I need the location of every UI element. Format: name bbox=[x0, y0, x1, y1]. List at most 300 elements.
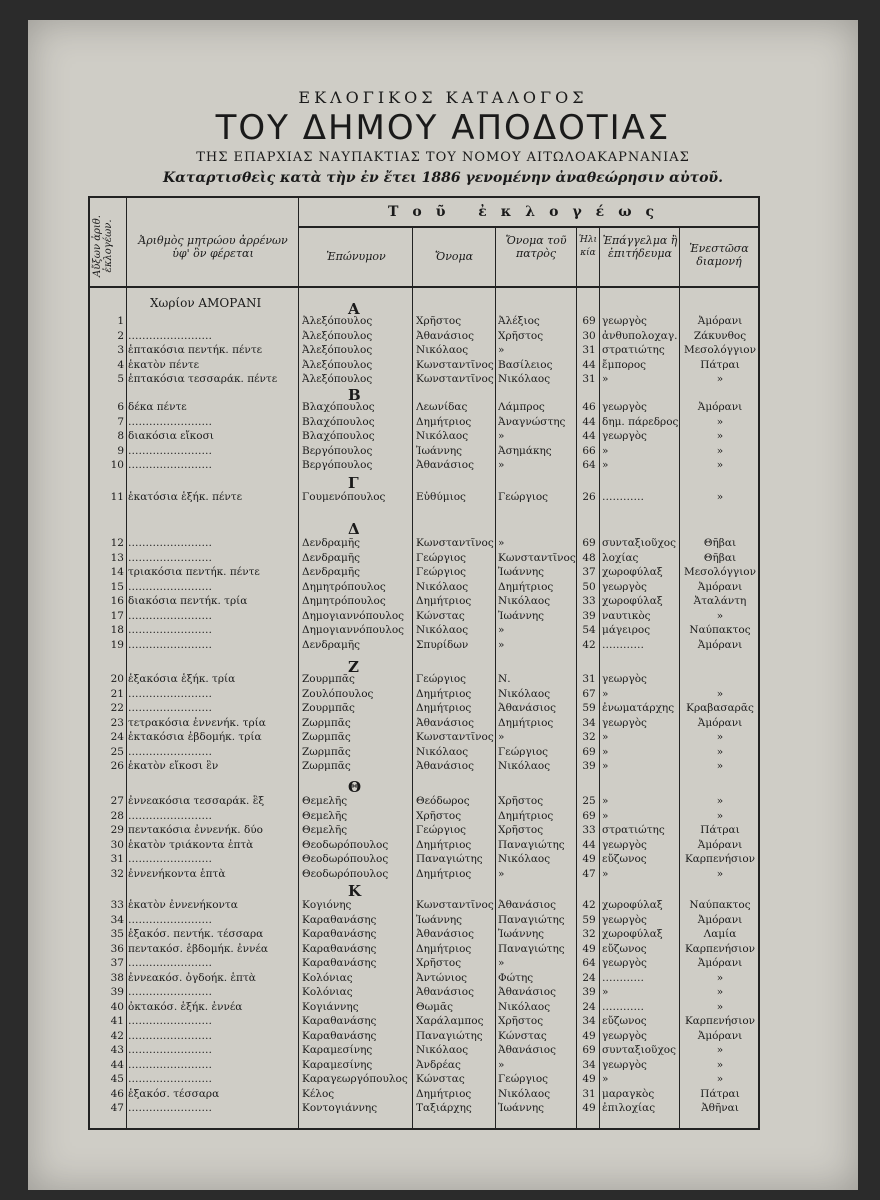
table-row bbox=[90, 623, 758, 637]
section-letter: Θ bbox=[348, 778, 362, 796]
registry-number-cell: …………………… bbox=[128, 853, 212, 865]
age-cell: 39 bbox=[582, 609, 596, 622]
registry-number-cell: διακόσια εἴκοσι bbox=[128, 430, 214, 442]
occupation-cell: γεωργὸς bbox=[602, 580, 647, 593]
father-name-cell: Νικόλαος bbox=[498, 1087, 551, 1100]
table-row bbox=[90, 1087, 758, 1101]
father-name-cell: Ἀθανάσιος bbox=[498, 899, 556, 911]
first-name-cell: Κωνσταντῖνος bbox=[416, 731, 494, 743]
first-name-cell: Δημήτριος bbox=[416, 838, 472, 851]
first-name-cell: Δημήτριος bbox=[416, 702, 472, 714]
age-cell: 34 bbox=[582, 1058, 596, 1071]
father-name-cell: Ἀθανάσιος bbox=[498, 1044, 556, 1056]
father-name-cell: Δημήτριος bbox=[498, 580, 554, 593]
header-title: ΤΟΥ ΔΗΜΟΥ ΑΠΟΔΟΤΙΑΣ bbox=[215, 108, 671, 148]
row-number-cell: 45 bbox=[110, 1073, 124, 1085]
father-name-cell: Χρῆστος bbox=[498, 329, 544, 342]
residence-cell: Θῆβαι bbox=[703, 537, 737, 549]
residence-cell: Λαμία bbox=[703, 928, 737, 940]
occupation-cell: ………… bbox=[602, 1000, 644, 1013]
first-name-cell: Δημήτριος bbox=[416, 687, 472, 700]
table-row bbox=[90, 565, 758, 579]
residence-cell: » bbox=[716, 795, 724, 807]
row-number-cell: 47 bbox=[110, 1102, 124, 1114]
residence-cell: » bbox=[716, 1000, 724, 1013]
col-head-aa: Αὔξων ἀριθ. ἐκλογέων. bbox=[92, 215, 114, 277]
age-cell: 39 bbox=[582, 760, 596, 772]
residence-cell: Θῆβαι bbox=[703, 551, 737, 564]
first-name-cell: Κώνστας bbox=[416, 1073, 465, 1085]
row-number-cell: 31 bbox=[110, 853, 124, 865]
table-row bbox=[90, 1029, 758, 1043]
residence-cell: Ἀμόρανι bbox=[697, 401, 743, 413]
occupation-cell: μάγειρος bbox=[602, 624, 651, 636]
occupation-cell: γεωργὸς bbox=[602, 315, 647, 327]
occupation-cell: ἔμπορος bbox=[602, 358, 647, 371]
age-cell: 42 bbox=[582, 899, 596, 911]
surname-cell: Καραθανάσης bbox=[302, 942, 377, 955]
father-name-cell: Παναγιώτης bbox=[498, 838, 565, 851]
age-cell: 34 bbox=[582, 1015, 596, 1027]
row-number-cell: 33 bbox=[110, 899, 124, 911]
table-row bbox=[90, 372, 758, 386]
surname-cell: Βλαχόπουλος bbox=[302, 401, 375, 413]
surname-cell: Καραγεωργόπουλος bbox=[302, 1073, 408, 1085]
registry-number-cell: …………………… bbox=[128, 1029, 212, 1042]
table-row bbox=[90, 1058, 758, 1072]
surname-cell: Καραμεσίνης bbox=[302, 1044, 373, 1056]
surname-cell: Καραθανάσης bbox=[302, 1015, 377, 1027]
father-name-cell: Κώνστας bbox=[498, 1029, 547, 1042]
registry-number-cell: ἑκατὸν ἐννενήκοντα bbox=[128, 899, 238, 911]
first-name-cell: Κωνσταντῖνος bbox=[416, 537, 494, 549]
father-name-cell: Νικόλαος bbox=[498, 760, 551, 772]
residence-cell: Ἀθῆναι bbox=[701, 1102, 739, 1114]
surname-cell: Δενδραμῆς bbox=[302, 566, 360, 578]
occupation-cell: εὔζωνος bbox=[602, 853, 647, 865]
father-name-cell: » bbox=[498, 731, 505, 743]
table-row bbox=[90, 415, 758, 429]
age-cell: 44 bbox=[582, 838, 596, 851]
age-cell: 24 bbox=[582, 971, 596, 984]
age-cell: 64 bbox=[582, 957, 596, 969]
row-number-cell: 17 bbox=[110, 609, 124, 622]
residence-cell: Πάτραι bbox=[700, 358, 740, 371]
residence-cell: Κραβασαρᾶς bbox=[686, 702, 754, 714]
age-cell: 26 bbox=[582, 491, 596, 503]
registry-number-cell: ἐννεακόσια τεσσαράκ. ἓξ bbox=[128, 795, 265, 807]
registry-number-cell: …………………… bbox=[128, 638, 212, 651]
first-name-cell: Παναγιώτης bbox=[416, 1029, 483, 1042]
surname-cell: Βεργόπουλος bbox=[302, 459, 373, 471]
occupation-cell: ………… bbox=[602, 971, 644, 984]
father-name-cell: » bbox=[498, 638, 505, 651]
first-name-cell: Ἀθανάσιος bbox=[416, 760, 474, 772]
table-row bbox=[90, 867, 758, 881]
first-name-cell: Γεώργιος bbox=[416, 566, 467, 578]
table-row bbox=[90, 898, 758, 912]
father-name-cell: Ἰωάννης bbox=[498, 1102, 545, 1114]
surname-cell: Κοντογιάννης bbox=[302, 1102, 378, 1114]
age-cell: 49 bbox=[582, 1102, 596, 1114]
father-name-cell: Νικόλαος bbox=[498, 595, 551, 607]
registry-number-cell: …………………… bbox=[128, 957, 212, 969]
surname-cell: Ζουρμπᾶς bbox=[302, 673, 355, 685]
first-name-cell: Ἀθανάσιος bbox=[416, 928, 474, 940]
residence-cell: Ναύπακτος bbox=[689, 899, 751, 911]
first-name-cell: Ἀνδρέας bbox=[416, 1058, 461, 1071]
father-name-cell: Ἀσημάκης bbox=[498, 444, 552, 457]
occupation-cell: χωροφύλαξ bbox=[602, 928, 663, 940]
age-cell: 31 bbox=[582, 673, 596, 685]
surname-cell: Καραμεσίνης bbox=[302, 1058, 373, 1071]
row-number-cell: 8 bbox=[117, 430, 124, 442]
residence-cell: Πάτραι bbox=[700, 824, 740, 836]
table-row bbox=[90, 444, 758, 458]
father-name-cell: Ἀλέξιος bbox=[498, 315, 540, 327]
father-name-cell: Ἰωάννης bbox=[498, 609, 545, 622]
residence-cell: Ἀμόρανι bbox=[697, 716, 743, 729]
table-row bbox=[90, 458, 758, 472]
first-name-cell: Κωνσταντῖνος bbox=[416, 373, 494, 385]
father-name-cell: Νικόλαος bbox=[498, 1000, 551, 1013]
row-number-cell: 1 bbox=[117, 315, 124, 327]
surname-cell: Θεμελῆς bbox=[302, 795, 348, 807]
residence-cell: » bbox=[716, 1058, 724, 1071]
first-name-cell: Δημήτριος bbox=[416, 1087, 472, 1100]
residence-cell: Ἀμόρανι bbox=[697, 1029, 743, 1042]
residence-cell: Ἀμόρανι bbox=[697, 838, 743, 851]
surname-cell: Δενδραμῆς bbox=[302, 551, 360, 564]
registry-number-cell: ἐννεακόσ. ὀγδοήκ. ἑπτὰ bbox=[128, 971, 256, 984]
table-row bbox=[90, 852, 758, 866]
registry-number-cell: …………………… bbox=[128, 986, 212, 998]
residence-cell: » bbox=[716, 415, 724, 428]
residence-cell: » bbox=[716, 373, 724, 385]
occupation-cell: » bbox=[602, 986, 609, 998]
occupation-cell: » bbox=[602, 687, 609, 700]
row-number-cell: 39 bbox=[110, 986, 124, 998]
age-cell: 49 bbox=[582, 1073, 596, 1085]
surname-cell: Καραθανάσης bbox=[302, 913, 377, 926]
table-row bbox=[90, 429, 758, 443]
row-number-cell: 46 bbox=[110, 1087, 124, 1100]
registry-number-cell: ἑκατὸν τριάκοντα ἑπτὰ bbox=[128, 838, 254, 851]
table-row bbox=[90, 985, 758, 999]
age-cell: 69 bbox=[582, 537, 596, 549]
surname-cell: Δενδραμῆς bbox=[302, 537, 360, 549]
surname-cell: Καραθανάσης bbox=[302, 957, 377, 969]
father-name-cell: Νικόλαος bbox=[498, 853, 551, 865]
occupation-cell: συνταξιοῦχος bbox=[602, 537, 677, 549]
father-name-cell: Χρῆστος bbox=[498, 795, 544, 807]
age-cell: 67 bbox=[582, 687, 596, 700]
table-row bbox=[90, 672, 758, 686]
registry-number-cell: πεντακόσ. ἑβδομήκ. ἐννέα bbox=[128, 942, 268, 955]
occupation-cell: χωροφύλαξ bbox=[602, 595, 663, 607]
father-name-cell: Παναγιώτης bbox=[498, 942, 565, 955]
residence-cell: Ἀμόρανι bbox=[697, 957, 743, 969]
row-number-cell: 16 bbox=[110, 595, 124, 607]
registry-number-cell: ἑξακόσια ἑξήκ. τρία bbox=[128, 673, 236, 685]
occupation-cell: γεωργὸς bbox=[602, 1058, 647, 1071]
age-cell: 69 bbox=[582, 1044, 596, 1056]
table-row bbox=[90, 971, 758, 985]
father-name-cell: Παναγιώτης bbox=[498, 913, 565, 926]
occupation-cell: χωροφύλαξ bbox=[602, 566, 663, 578]
age-cell: 31 bbox=[582, 373, 596, 385]
row-number-cell: 43 bbox=[110, 1044, 124, 1056]
voter-table bbox=[88, 196, 760, 1130]
first-name-cell: Χρῆστος bbox=[416, 957, 462, 969]
row-number-cell: 38 bbox=[110, 971, 124, 984]
surname-cell: Κογιόνης bbox=[302, 899, 352, 911]
first-name-cell: Δημήτριος bbox=[416, 942, 472, 955]
occupation-cell: λοχίας bbox=[602, 551, 639, 564]
col-head-surname: Ἐπώνυμον bbox=[326, 250, 386, 263]
age-cell: 25 bbox=[582, 795, 596, 807]
table-row bbox=[90, 687, 758, 701]
row-number-cell: 36 bbox=[110, 942, 124, 955]
row-number-cell: 23 bbox=[110, 716, 124, 729]
residence-cell: Ἀμόρανι bbox=[697, 580, 743, 593]
table-row bbox=[90, 609, 758, 623]
registry-number-cell: …………………… bbox=[128, 1044, 212, 1056]
age-cell: 46 bbox=[582, 401, 596, 413]
header-line4: Καταρτισθεὶς κατὰ τὴν ἐν ἔτει 1886 γενομένην ἀναθεώρησιν αὐτοῦ. bbox=[162, 170, 724, 186]
first-name-cell: Ἀθανάσιος bbox=[416, 329, 474, 342]
occupation-cell: γεωργὸς bbox=[602, 1029, 647, 1042]
row-number-cell: 4 bbox=[117, 358, 124, 371]
table-row bbox=[90, 730, 758, 744]
table-row bbox=[90, 1000, 758, 1014]
registry-number-cell: πεντακόσια ἐννενήκ. δύο bbox=[128, 824, 263, 836]
age-cell: 44 bbox=[582, 430, 596, 442]
first-name-cell: Νικόλαος bbox=[416, 344, 469, 356]
table-row bbox=[90, 745, 758, 759]
residence-cell: Καρπενήσιον bbox=[684, 853, 756, 865]
first-name-cell: Χαράλαμπος bbox=[416, 1015, 484, 1027]
age-cell: 66 bbox=[582, 444, 596, 457]
registry-number-cell: …………………… bbox=[128, 702, 212, 714]
residence-cell: » bbox=[716, 1044, 724, 1056]
row-number-cell: 22 bbox=[110, 702, 124, 714]
occupation-cell: ἐνωματάρχης bbox=[602, 702, 675, 714]
row-number-cell: 11 bbox=[110, 491, 124, 503]
residence-cell: Μεσολόγγιον bbox=[683, 566, 757, 578]
row-number-cell: 40 bbox=[110, 1000, 124, 1013]
row-number-cell: 32 bbox=[110, 867, 124, 880]
col-head-reg: Ἀριθμὸς μητρώου ἀρρένων ὑφ' ὃν φέρεται bbox=[138, 234, 288, 260]
first-name-cell: Σπυρίδων bbox=[416, 638, 469, 651]
occupation-cell: γεωργὸς bbox=[602, 913, 647, 926]
occupation-cell: στρατιώτης bbox=[602, 344, 665, 356]
row-number-cell: 2 bbox=[117, 329, 124, 342]
row-number-cell: 28 bbox=[110, 809, 124, 822]
table-row bbox=[90, 594, 758, 608]
residence-cell: Καρπενήσιον bbox=[684, 1015, 756, 1027]
age-cell: 42 bbox=[582, 638, 596, 651]
age-cell: 50 bbox=[582, 580, 596, 593]
surname-cell: Θεμελῆς bbox=[302, 809, 348, 822]
row-number-cell: 5 bbox=[117, 373, 124, 385]
row-number-cell: 18 bbox=[110, 624, 124, 636]
registry-number-cell: …………………… bbox=[128, 459, 212, 471]
first-name-cell: Ἀθανάσιος bbox=[416, 459, 474, 471]
registry-number-cell: διακόσια πεντήκ. τρία bbox=[128, 595, 248, 607]
table-row bbox=[90, 638, 758, 652]
father-name-cell: Χρῆστος bbox=[498, 1015, 544, 1027]
residence-cell: Καρπενήσιον bbox=[684, 942, 756, 955]
occupation-cell: » bbox=[602, 867, 609, 880]
occupation-cell: δημ. πάρεδρος bbox=[602, 415, 678, 428]
occupation-cell: » bbox=[602, 444, 609, 457]
surname-cell: Κέλος bbox=[302, 1087, 335, 1100]
first-name-cell: Δημήτριος bbox=[416, 595, 472, 607]
occupation-cell: συνταξιοῦχος bbox=[602, 1044, 677, 1056]
age-cell: 37 bbox=[582, 566, 596, 578]
row-number-cell: 24 bbox=[110, 731, 124, 743]
surname-cell: Θεοδωρόπουλος bbox=[302, 853, 389, 865]
registry-number-cell: …………………… bbox=[128, 745, 212, 758]
surname-cell: Ζωρμπᾶς bbox=[302, 731, 351, 743]
first-name-cell: Γεώργιος bbox=[416, 673, 467, 685]
section-letter: Α bbox=[348, 300, 360, 318]
registry-number-cell: …………………… bbox=[128, 1102, 212, 1114]
table-row bbox=[90, 794, 758, 808]
table-row bbox=[90, 809, 758, 823]
table-row bbox=[90, 927, 758, 941]
row-number-cell: 41 bbox=[110, 1015, 124, 1027]
surname-cell: Ἀλεξόπουλος bbox=[302, 344, 373, 356]
surname-cell: Ἀλεξόπουλος bbox=[302, 315, 373, 327]
surname-cell: Θεοδωρόπουλος bbox=[302, 867, 389, 880]
table-row bbox=[90, 343, 758, 357]
father-name-cell: » bbox=[498, 430, 505, 442]
surname-cell: Δημογιαννόπουλος bbox=[302, 624, 405, 636]
col-head-name: Ὄνομα bbox=[434, 250, 474, 263]
age-cell: 33 bbox=[582, 595, 596, 607]
registry-number-cell: ἑπτακόσια τεσσαράκ. πέντε bbox=[128, 373, 278, 385]
table-row bbox=[90, 1043, 758, 1057]
occupation-cell: εὔζωνος bbox=[602, 1015, 647, 1027]
age-cell: 44 bbox=[582, 358, 596, 371]
first-name-cell: Θεόδωρος bbox=[416, 795, 470, 807]
col-head-father: Ὄνομα τοῦ πατρὸς bbox=[505, 234, 567, 260]
age-cell: 33 bbox=[582, 824, 596, 836]
first-name-cell: Ταξιάρχης bbox=[416, 1102, 472, 1114]
row-number-cell: 3 bbox=[117, 344, 124, 356]
age-cell: 31 bbox=[582, 344, 596, 356]
first-name-cell: Κωνσταντῖνος bbox=[416, 899, 494, 911]
father-name-cell: Κωνσταντῖνος bbox=[498, 551, 576, 564]
table-row bbox=[90, 358, 758, 372]
surname-cell: Θεμελῆς bbox=[302, 824, 348, 836]
col-head-age: Ἡλικία bbox=[578, 235, 598, 258]
father-name-cell: Βασίλειος bbox=[498, 358, 553, 371]
table-row bbox=[90, 580, 758, 594]
residence-cell: » bbox=[716, 867, 724, 880]
registry-number-cell: …………………… bbox=[128, 537, 212, 549]
father-name-cell: » bbox=[498, 537, 505, 549]
father-name-cell: Νικόλαος bbox=[498, 687, 551, 700]
table-row bbox=[90, 759, 758, 773]
occupation-cell: ναυτικὸς bbox=[602, 609, 651, 622]
section-letter: Ζ bbox=[348, 658, 359, 676]
row-number-cell: 6 bbox=[117, 401, 124, 413]
row-number-cell: 30 bbox=[110, 838, 124, 851]
table-row bbox=[90, 823, 758, 837]
age-cell: 64 bbox=[582, 459, 596, 471]
first-name-cell: Χρῆστος bbox=[416, 315, 462, 327]
header-line1: ΕΚΛΟΓΙΚΟΣ ΚΑΤΑΛΟΓΟΣ bbox=[298, 88, 588, 107]
father-name-cell: Ν. bbox=[498, 673, 511, 685]
registry-number-cell: …………………… bbox=[128, 580, 212, 593]
surname-cell: Δημητρόπουλος bbox=[302, 595, 386, 607]
residence-cell: » bbox=[716, 687, 724, 700]
row-number-cell: 19 bbox=[110, 638, 124, 651]
first-name-cell: Νικόλαος bbox=[416, 624, 469, 636]
registry-number-cell: ἑξακόσ. τέσσαρα bbox=[128, 1087, 220, 1100]
age-cell: 48 bbox=[582, 551, 596, 564]
registry-number-cell: …………………… bbox=[128, 809, 212, 822]
occupation-cell: » bbox=[602, 1073, 609, 1085]
father-name-cell: Φώτης bbox=[498, 971, 534, 984]
surname-cell: Βλαχόπουλος bbox=[302, 430, 375, 442]
father-name-cell: Ἰωάννης bbox=[498, 928, 545, 940]
registry-number-cell: ὀκτακόσ. ἑξήκ. ἐννέα bbox=[128, 1000, 243, 1013]
registry-number-cell: τετρακόσια ἐννενήκ. τρία bbox=[128, 716, 266, 729]
surname-cell: Δημητρόπουλος bbox=[302, 580, 386, 593]
age-cell: 69 bbox=[582, 745, 596, 758]
first-name-cell: Δημήτριος bbox=[416, 867, 472, 880]
age-cell: 69 bbox=[582, 809, 596, 822]
first-name-cell: Ἀθανάσιος bbox=[416, 716, 474, 729]
registry-number-cell: …………………… bbox=[128, 913, 212, 926]
surname-cell: Ἀλεξόπουλος bbox=[302, 358, 373, 371]
occupation-cell: » bbox=[602, 745, 609, 758]
row-number-cell: 25 bbox=[110, 745, 124, 758]
registry-number-cell: ἑκτακόσια ἑβδομήκ. τρία bbox=[128, 731, 262, 743]
village-label: Χωρίον ΑΜΟΡΑΝΙ bbox=[150, 296, 262, 310]
first-name-cell: Γεώργιος bbox=[416, 551, 467, 564]
residence-cell: Ἀμόρανι bbox=[697, 913, 743, 926]
registry-number-cell: …………………… bbox=[128, 1015, 212, 1027]
surname-cell: Ζουρμπᾶς bbox=[302, 702, 355, 714]
registry-number-cell: …………………… bbox=[128, 551, 212, 564]
row-number-cell: 29 bbox=[110, 824, 124, 836]
row-number-cell: 15 bbox=[110, 580, 124, 593]
age-cell: 34 bbox=[582, 716, 596, 729]
registry-number-cell: ἑκατὸν εἴκοσι ἓν bbox=[128, 760, 219, 772]
father-name-cell: » bbox=[498, 867, 505, 880]
father-name-cell: » bbox=[498, 624, 505, 636]
table-row bbox=[90, 716, 758, 730]
surname-cell: Θεοδωρόπουλος bbox=[302, 838, 389, 851]
surname-cell: Καραθανάσης bbox=[302, 928, 377, 940]
occupation-cell: στρατιώτης bbox=[602, 824, 665, 836]
occupation-cell: » bbox=[602, 809, 609, 822]
age-cell: 49 bbox=[582, 853, 596, 865]
row-number-cell: 26 bbox=[110, 760, 124, 772]
residence-cell: » bbox=[716, 809, 724, 822]
row-number-cell: 14 bbox=[110, 566, 124, 578]
age-cell: 32 bbox=[582, 731, 596, 743]
registry-number-cell: δέκα πέντε bbox=[128, 401, 187, 413]
surname-cell: Κογιάννης bbox=[302, 1000, 359, 1013]
surname-cell: Ζωρμπᾶς bbox=[302, 716, 351, 729]
age-cell: 59 bbox=[582, 913, 596, 926]
